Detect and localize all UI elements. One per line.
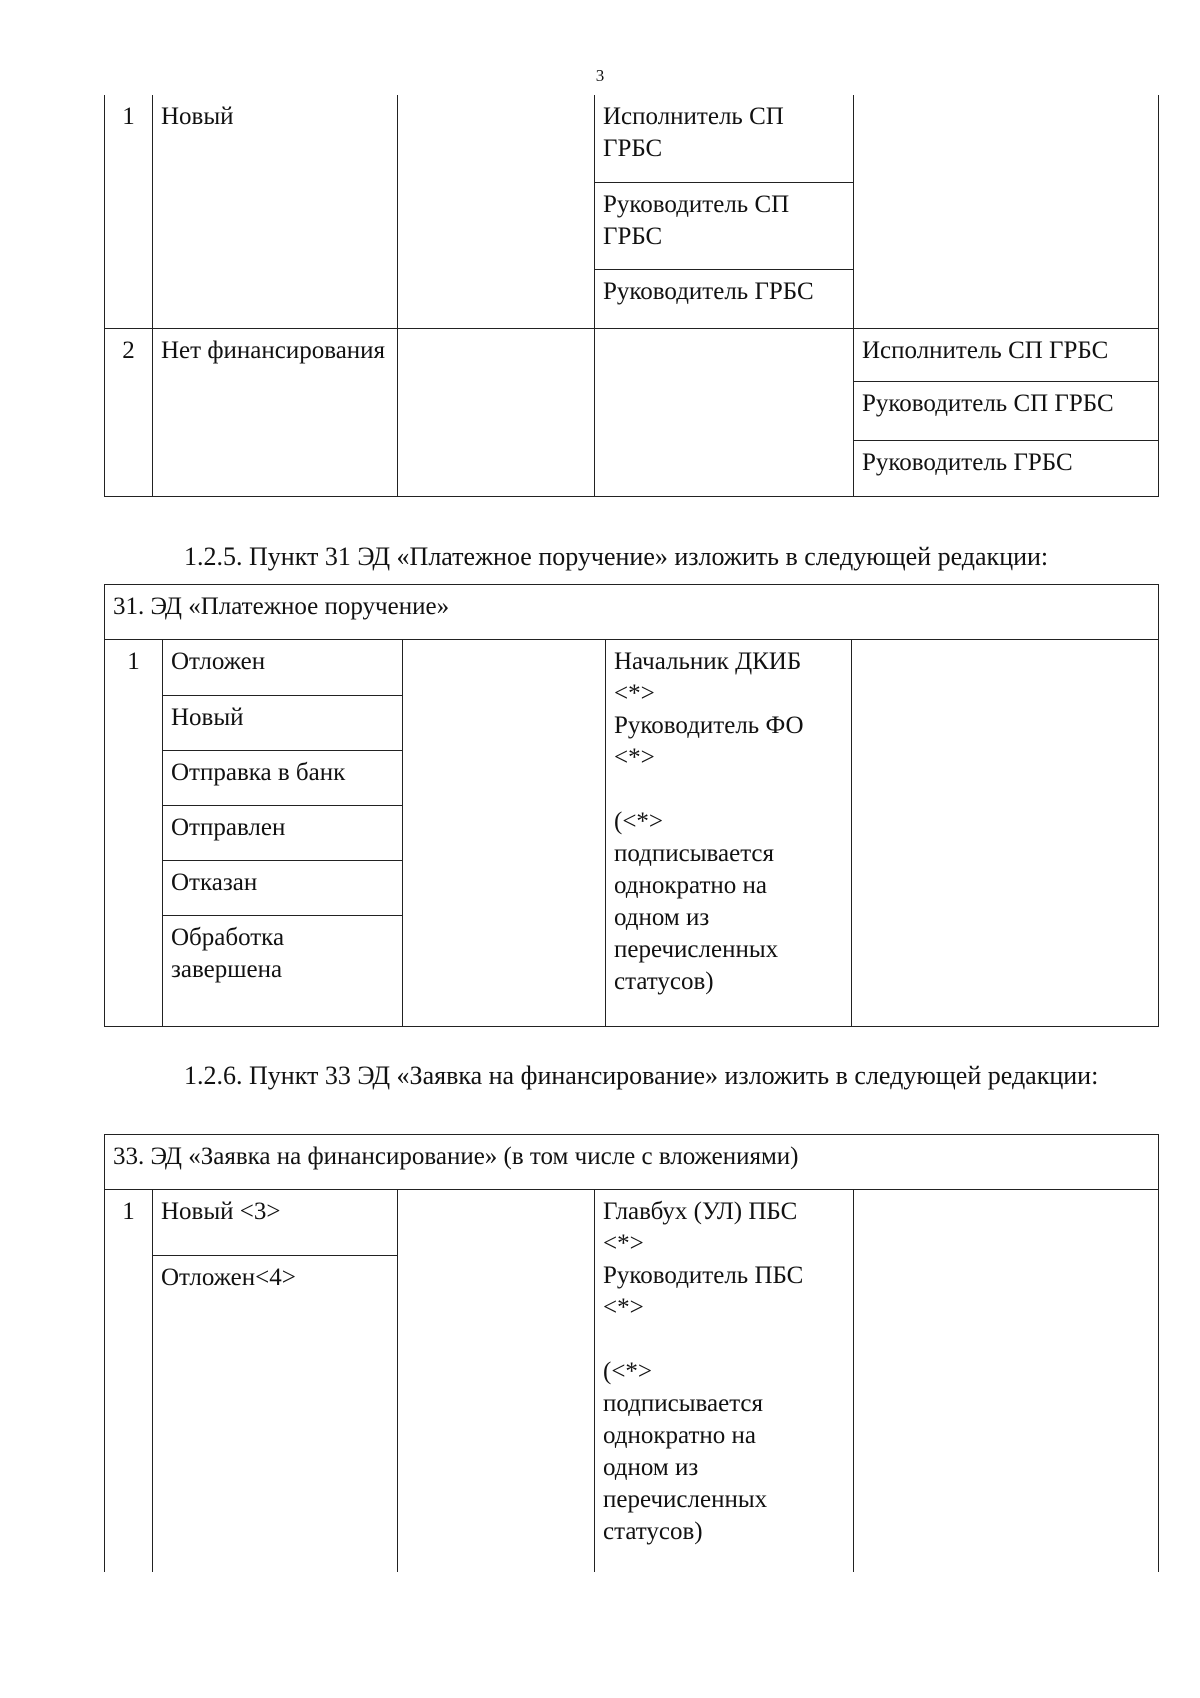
empty-cell — [403, 640, 606, 1027]
signer-item: Исполнитель СП ГРБС — [595, 95, 853, 182]
signers-cell: Главбух (УЛ) ПБС <*> Руководитель ПБС <*> (<*> подписывается однократно на одном из перечисленных статусов) — [595, 1190, 854, 1573]
empty-cell — [595, 328, 854, 496]
empty-cell — [854, 95, 1159, 328]
status-item: Новый <3> — [153, 1190, 397, 1255]
table-header: 33. ЭД «Заявка на финансирование» (в том числе с вложениями) — [105, 1135, 1159, 1190]
table-row — [105, 328, 1159, 496]
signer-item: Руководитель ГРБС — [862, 449, 1073, 476]
page-number: 3 — [595, 66, 605, 85]
row-number: 1 — [105, 95, 153, 328]
row-number: 1 — [105, 640, 163, 1027]
table-row — [105, 95, 1159, 328]
signers-cell: Начальник ДКИБ <*> Руководитель ФО <*> (<*> подписывается однократно на одном из перечисленных статусов) — [606, 640, 852, 1027]
table-row — [105, 1190, 1159, 1573]
status-item: Отказан — [163, 860, 402, 915]
statuses-cell — [153, 1190, 398, 1573]
signer-item: Руководитель СП ГРБС — [595, 182, 853, 269]
signer-item: Руководитель СП ГРБС — [854, 382, 1158, 441]
row-number: 1 — [105, 1190, 153, 1573]
table-row — [105, 640, 1159, 1027]
empty-cell — [852, 640, 1159, 1027]
empty-cell — [398, 95, 595, 328]
status-cell: Нет финансирования — [153, 328, 398, 496]
status-cell: Новый — [153, 95, 398, 328]
status-item: Отложен<4> — [161, 1263, 296, 1291]
status-item: Отправка в банк — [163, 750, 402, 805]
signer-item: Руководитель ГРБС — [603, 277, 814, 305]
empty-cell — [398, 328, 595, 496]
paragraph-1-2-6: 1.2.6. Пункт 33 ЭД «Заявка на финансирование» изложить в следующей редакции: — [184, 1061, 1099, 1090]
signers-cell — [854, 328, 1159, 496]
status-item: Отложен — [163, 640, 402, 695]
status-item: Новый — [163, 695, 402, 750]
row-number: 2 — [105, 328, 153, 496]
empty-cell — [854, 1190, 1159, 1573]
signers-cell — [595, 95, 854, 328]
status-item: Отправлен — [163, 805, 402, 860]
empty-cell — [398, 1190, 595, 1573]
table-header: 31. ЭД «Платежное поручение» — [105, 585, 1159, 640]
statuses-cell — [163, 640, 403, 1027]
signer-item: Исполнитель СП ГРБС — [854, 329, 1158, 382]
status-item: Обработка завершена — [171, 923, 285, 983]
paragraph-1-2-5: 1.2.5. Пункт 31 ЭД «Платежное поручение» изложить в следующей редакции: — [184, 542, 1049, 571]
